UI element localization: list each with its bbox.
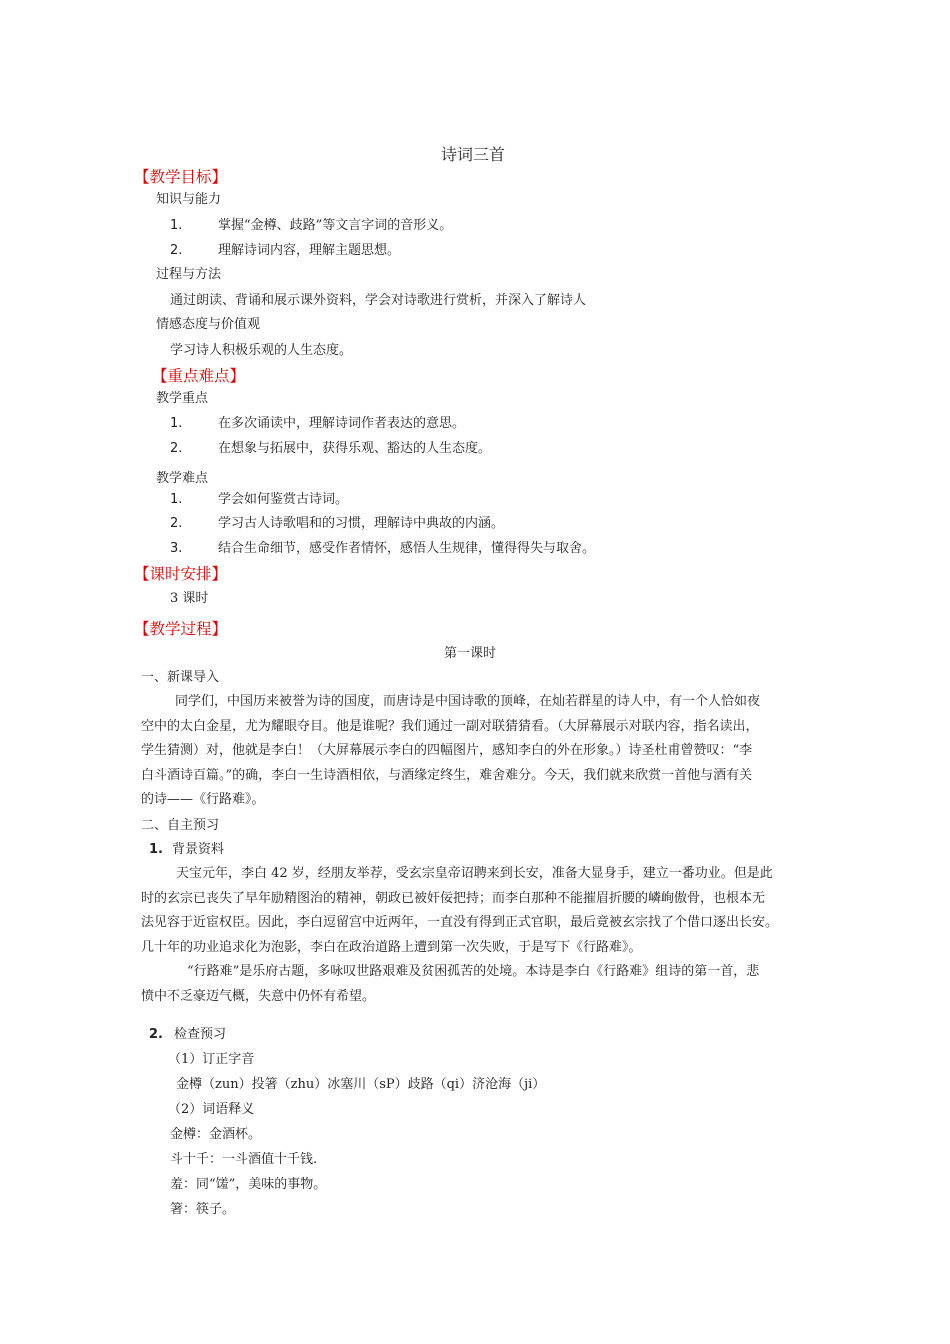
schedule-value: 3 课时 — [170, 591, 209, 606]
intro-line: 同学们，中国历来被誉为诗的国度，而唐诗是中国诗歌的顶峰，在灿若群星的诗人中，有一个人恰如夜 — [175, 694, 761, 709]
pronunciation-text: 金樽（zun）投箸（zhu）冰塞川（sP）歧路（qi）济沧海（ji） — [176, 1077, 546, 1092]
pronunciation-heading: （1）订正字音 — [168, 1052, 255, 1067]
definition-item: 斗十千：一斗酒值十千钱. — [170, 1152, 318, 1167]
title-line: “行路难”是乐府古题，多咏叹世路艰难及贫困孤苦的处境。本诗是李白《行路难》组诗的第一首，悲 — [187, 964, 760, 979]
focus-item-2: 在想象与拓展中，获得乐观、豁达的人生态度。 — [218, 441, 492, 456]
process-heading: 【教学过程】 — [134, 620, 228, 638]
focus-item-1-number: 1. — [170, 416, 183, 431]
check-label: 检查预习 — [174, 1027, 227, 1042]
intro-line: 学生猜测）对，他就是李白！（大屏幕展示李白的四幅图片，感知李白的外在形象。）诗圣杜甫曾赞叹：“李 — [141, 743, 753, 758]
intro-line: 的诗——《行路难》。 — [141, 792, 265, 807]
intro-line: 白斗酒诗百篇。”的确，李白一生诗酒相依，与酒缘定终生，难舍难分。今天，我们就来欣赏一首他与酒有关 — [141, 767, 753, 783]
doc-title: 诗词三首 — [441, 145, 506, 164]
background-line: 时的玄宗已丧失了早年励精图治的精神，朝政已被奸佞把持；而李白那种不能摧眉折腰的嶙峋傲骨，也根本无 — [141, 890, 766, 906]
section-intro-heading: 一、新课导入 — [141, 670, 220, 685]
definition-item: 金樽：金酒杯。 — [170, 1127, 262, 1142]
background-number: 1. — [149, 842, 163, 857]
goal-item-2: 理解诗词内容，理解主题思想。 — [218, 243, 401, 258]
process-method-label: 过程与方法 — [156, 267, 222, 282]
intro-paragraph — [141, 690, 760, 813]
knowledge-ability-label: 知识与能力 — [156, 192, 222, 207]
difficulty-item-3-number: 3. — [170, 541, 183, 556]
definition-item: 箸：筷子。 — [170, 1202, 236, 1217]
emotion-value-text: 学习诗人积极乐观的人生态度。 — [170, 343, 353, 358]
definitions-heading: （2）词语释义 — [168, 1102, 255, 1117]
definition-item: 羞：同“馐”，美味的事物。 — [170, 1177, 327, 1192]
goal-item-2-number: 2. — [170, 243, 183, 258]
lesson-title: 第一课时 — [444, 646, 497, 661]
background-paragraph — [141, 862, 778, 960]
section-preview-heading: 二、自主预习 — [141, 818, 220, 833]
background-label: 背景资料 — [172, 842, 225, 857]
goals-heading: 【教学目标】 — [134, 168, 228, 186]
title-line: 愤中不乏豪迈气概，失意中仍怀有希望。 — [141, 988, 376, 1004]
difficulty-label: 教学难点 — [156, 471, 209, 486]
schedule-heading: 【课时安排】 — [134, 565, 228, 583]
goal-item-1: 掌握“金樽、歧路”等文言字词的音形义。 — [218, 218, 453, 233]
difficulty-item-3: 结合生命细节，感受作者情怀，感悟人生规律，懂得得失与取舍。 — [218, 541, 596, 556]
key-points-heading: 【重点难点】 — [152, 367, 246, 385]
focus-label: 教学重点 — [156, 391, 209, 406]
difficulty-item-1-number: 1. — [170, 492, 183, 507]
focus-item-1: 在多次诵读中，理解诗词作者表达的意思。 — [218, 416, 466, 431]
background-line: 天宝元年，李白 42 岁，经朋友举荐，受玄宗皇帝诏聘来到长安，准备大显身手，建立一番功业。但是此 — [176, 866, 773, 881]
intro-line: 空中的太白金星，尤为耀眼夺目。他是谁呢？我们通过一副对联猜猜看。（大屏幕展示对联内容，指名读出， — [141, 718, 759, 734]
check-number: 2. — [149, 1027, 163, 1042]
background-line: 法见容于近宦权臣。因此，李白逗留宫中近两年，一直没有得到正式官职，最后竟被玄宗找了个借口逐出长安。 — [141, 915, 779, 930]
process-method-text: 通过朗读、背诵和展示课外资料，学会对诗歌进行赏析，并深入了解诗人 — [170, 293, 587, 308]
difficulty-item-2-number: 2. — [170, 516, 183, 531]
background-line: 几十年的功业追求化为泡影，李白在政治道路上遭到第一次失败，于是写下《行路难》。 — [141, 939, 642, 955]
title-paragraph — [141, 960, 759, 1009]
emotion-value-label: 情感态度与价值观 — [156, 317, 261, 332]
difficulty-item-2: 学习古人诗歌唱和的习惯，理解诗中典故的内涵。 — [218, 516, 505, 531]
difficulty-item-1: 学会如何鉴赏古诗词。 — [218, 492, 349, 507]
goal-item-1-number: 1. — [170, 218, 183, 233]
focus-item-2-number: 2. — [170, 441, 183, 456]
